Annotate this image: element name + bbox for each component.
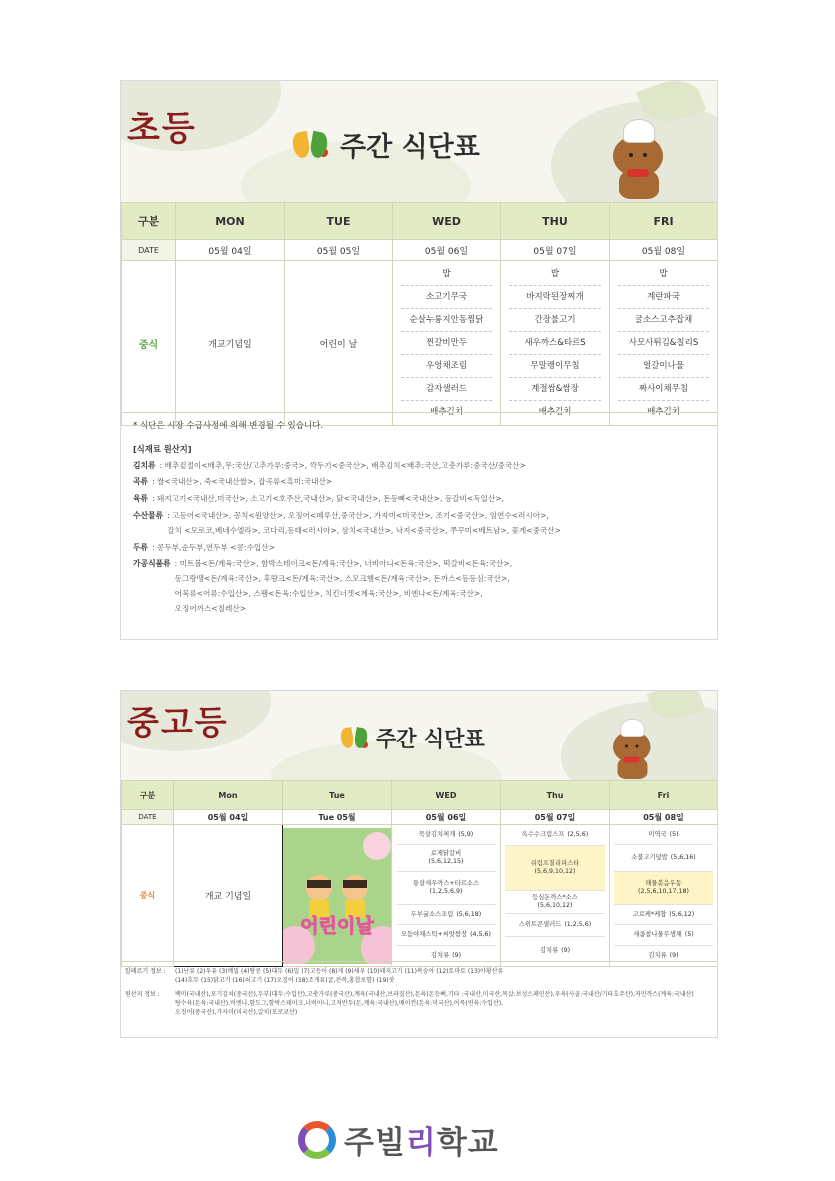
menu-item-name: 옥수수크림스프 xyxy=(521,831,565,838)
menu-item xyxy=(614,925,713,946)
date-tue: Tue 05월 xyxy=(283,810,392,825)
menu-item: 배추김치 xyxy=(430,407,463,417)
chef-bear-icon xyxy=(613,119,669,199)
menu-item-name: 등심돈까스*소스 xyxy=(532,893,578,901)
menu-item: 배추김치 xyxy=(647,407,680,417)
allergy-codes: (4,5,6) xyxy=(470,931,492,938)
page-title: 주간 식단표 xyxy=(376,727,485,751)
mon-cell: 개교 기념일 xyxy=(174,825,283,967)
allergy-codes: (5,6,16) xyxy=(670,854,696,861)
allergy-label: 알레르기 정보 : xyxy=(125,968,166,975)
day-header-thu: THU xyxy=(501,203,610,240)
allergy-codes: (9) xyxy=(452,952,462,959)
secondary-menu-table xyxy=(121,780,718,967)
thu-menu-list xyxy=(501,261,609,425)
school-name xyxy=(344,1117,499,1162)
menu-item-name: 쉬림프칠리파스타 xyxy=(530,859,580,867)
page-title: 주간 식단표 xyxy=(340,132,480,163)
day-header-thu: Thu xyxy=(501,781,610,810)
menu-item: 바지락된장찌개 xyxy=(509,286,601,309)
date-wed: 05월 06일 xyxy=(393,240,501,261)
meal-label: 중식 xyxy=(122,261,176,426)
origin-category: 육류 xyxy=(133,494,149,504)
origin-label: 원산지 정보 : xyxy=(125,991,160,998)
date-fri: 05월 08일 xyxy=(610,810,718,825)
allergy-codes: (5) xyxy=(669,830,679,838)
allergy-codes: (5) xyxy=(684,931,694,938)
origin-category: 두류 xyxy=(133,542,149,552)
date-thu: 05월 07일 xyxy=(501,240,610,261)
secondary-menu-panel xyxy=(120,690,718,1038)
school-name-part2: 리 xyxy=(405,1125,437,1161)
menu-item: 간장불고기 xyxy=(509,309,601,332)
menu-item xyxy=(614,825,713,845)
day-header-wed: WED xyxy=(392,781,501,810)
thu-menu-list xyxy=(501,826,609,966)
allergy-codes: (2,5,6) xyxy=(567,831,589,838)
header-category: 구분 xyxy=(122,203,176,240)
menu-item: 감자샐러드 xyxy=(401,378,492,401)
allergy-codes: (1,2,5,6) xyxy=(564,920,592,928)
menu-item-name: 묵살김치찌개 xyxy=(418,830,456,838)
poster-text: 어린이날 xyxy=(300,914,374,937)
menu-item-name: 고로케*케찹 xyxy=(632,910,667,918)
origin-row xyxy=(133,541,705,556)
origin-info xyxy=(125,990,713,1017)
secondary-tag: 중고등 xyxy=(127,703,229,742)
menu-item-name: 로제닭갈비 xyxy=(430,850,462,857)
thu-cell xyxy=(501,261,610,426)
menu-item: 찐갈비만두 xyxy=(401,332,492,355)
menu-item xyxy=(505,846,605,891)
menu-item-name: 해물볶음우동 xyxy=(645,880,682,887)
meal-label: 중식 xyxy=(122,825,174,967)
fri-menu-list xyxy=(610,261,717,425)
header-category: 구분 xyxy=(122,781,174,810)
secondary-banner xyxy=(121,691,717,780)
origin-detail: : 고등어<국내산>, 꽁치<원양산>, 오징어<페루산,중국산>, 가자미<미국산>, 조기<중국산>, 임연수<러시아>, 갈치 <모로코,베네수엘라>, 코다리,동태<러시아>, 삼치<국내산>, 낙지<중국산>, 쭈꾸미<베트남>, 꽃게<중국산> xyxy=(167,510,561,535)
menu-item: 소고기무국 xyxy=(401,286,492,309)
day-header-mon: Mon xyxy=(174,781,283,810)
menu-item xyxy=(505,826,605,846)
origin-category: 김치류 xyxy=(133,460,156,470)
wed-menu-list xyxy=(392,825,500,966)
origin-notes xyxy=(121,412,717,625)
fri-cell xyxy=(610,261,718,426)
school-name-part1: 주빌 xyxy=(344,1125,406,1161)
origin-row xyxy=(133,475,705,490)
day-header-fri: FRI xyxy=(610,203,718,240)
origin-category: 가공식품류 xyxy=(133,559,171,569)
allergy-codes: (5,6,9,10,12) xyxy=(534,867,576,875)
menu-item xyxy=(614,872,713,905)
menu-item-name: 스위트콘샐러드 xyxy=(518,920,562,928)
allergy-codes: (5,6,10,12) xyxy=(537,901,573,909)
menu-item: 계절쌈&쌈장 xyxy=(509,378,601,401)
menu-item xyxy=(396,905,496,925)
allergy-codes: (9) xyxy=(669,952,679,959)
origin-detail: : 미트볼<돈/계육:국산>, 함박스테이크<돈/계육:국산>, 너비아니<돈육:국산>, 떡갈비<돈육:국산>, 동그랑땡<돈/계육:국산>, 후랑크<돈/계육:국산>, 스모크햄<돈/계육:국산>, 돈까스<등등심:국산>, 어묵류<어류:수입산>, 스팸<돈육:수입산>, 치킨너겟<계육:국산>, 비엔나<돈/계육:국산>, 오징어까스<칠레산> xyxy=(174,559,513,613)
allergy-codes: (1,2,5,6,9) xyxy=(429,888,463,895)
origin-detail: : 배추겉절이<배추,무:국산/고추가루:중국>, 깍두기<중국산>, 배추김치<배추:국산,고춧가루:중국산/중국산> xyxy=(159,460,527,470)
origin-text: 백미(국내산),포기김치(중국산),두부(대두:수입산),고춧가루(중국산),계육(국내산,브라질산),돈육(돈등뼈,기타 :국내산,미국산,목살:보성스페인산),우육(사골:국내산/기타호주산),저민까스(계육:국내산) 탕수육(돈육:국내산),비엔나,함도그,함박스테이크,너비아니,고저반두(돈,계육:국내산),베이컨(돈육:미국산),어묵(연육:수입산), 오징어(중국산),가자미(미국산),갈치(모로코산) xyxy=(175,991,694,1016)
wed-cell xyxy=(393,261,501,426)
wed-menu-list xyxy=(393,261,500,425)
allergy-codes: (5,6,12) xyxy=(669,910,695,918)
origin-row xyxy=(133,492,705,507)
chef-bear-icon xyxy=(613,719,655,764)
origin-detail: : 콩두부,순두부,연두부 <콩:수입산> xyxy=(152,542,275,552)
menu-item-name: 김치류 xyxy=(648,952,667,959)
date-label: DATE xyxy=(122,810,174,825)
menu-item: 우엉채조림 xyxy=(401,355,492,378)
menu-item xyxy=(396,825,496,845)
menu-item: 짜사이채무침 xyxy=(618,378,709,401)
title-logo xyxy=(293,125,480,164)
elementary-menu-panel xyxy=(120,80,718,640)
allergy-codes: (5,6,12,15) xyxy=(428,858,464,865)
allergy-codes: (2,5,6,10,17,18) xyxy=(638,888,689,895)
title-logo xyxy=(341,723,485,753)
school-logo xyxy=(298,1117,499,1162)
school-ring-icon xyxy=(298,1121,336,1159)
menu-item-name: 미역국 xyxy=(648,830,667,838)
origin-detail: : 돼지고기<국내산,미국산>, 소고기<호주산,국내산>, 닭<국내산>, 돈등뼈<국내산>, 등갈비<독일산>, xyxy=(152,494,504,504)
origin-row xyxy=(133,459,705,474)
menu-item xyxy=(505,891,605,914)
menu-item xyxy=(396,845,496,872)
menu-item: 밥 xyxy=(618,263,709,286)
menu-item-name: 두부굴소스조림 xyxy=(410,910,454,918)
origin-row xyxy=(133,557,705,616)
menu-item xyxy=(614,845,713,872)
menu-item-name: 소불고기덮밥 xyxy=(631,854,668,861)
menu-item-name: 김치류 xyxy=(430,952,450,959)
orange-leaf-icon xyxy=(339,727,354,749)
menu-item: 밥 xyxy=(401,263,492,286)
origin-row xyxy=(133,509,705,539)
allergy-info xyxy=(125,967,713,985)
tue-cell: 어린이 날 xyxy=(285,261,393,426)
menu-item-name: 모둠야채스틱+씨앗쌈장 xyxy=(400,931,468,938)
menu-item: 무말랭이무침 xyxy=(509,355,601,378)
menu-item: 배추김치 xyxy=(538,407,572,417)
secondary-info xyxy=(121,961,717,1027)
elementary-menu-table xyxy=(121,202,718,426)
school-name-part3: 학교 xyxy=(436,1125,499,1161)
wed-cell xyxy=(392,825,501,967)
origin-detail: : 쌀<국내산>, 죽<국내산쌀>, 잡곡류<흑미:국내산> xyxy=(152,477,333,487)
menu-item xyxy=(614,905,713,925)
menu-item-name: 김치류 xyxy=(539,947,559,954)
allergy-codes: (5,9) xyxy=(458,830,474,838)
menu-item xyxy=(396,872,496,905)
menu-item: 계란파국 xyxy=(618,286,709,309)
mon-cell: 개교기념일 xyxy=(176,261,285,426)
date-wed: 05월 06일 xyxy=(392,810,501,825)
fri-cell xyxy=(610,825,718,967)
menu-item: 순살누룽지안동찜닭 xyxy=(401,309,492,332)
menu-change-notice: * 식단은 시장 수급사정에 의해 변경될 수 있습니다. xyxy=(133,421,324,431)
date-thu: 05월 07일 xyxy=(501,810,610,825)
day-header-mon: MON xyxy=(176,203,285,240)
menu-item: 굴소스고추잡채 xyxy=(618,309,709,332)
thu-cell xyxy=(501,825,610,967)
date-mon: 05월 04일 xyxy=(174,810,283,825)
date-mon: 05월 04일 xyxy=(176,240,285,261)
origin-category: 곡류 xyxy=(133,477,149,487)
menu-item xyxy=(396,925,496,946)
allergy-text: (1)난류 (2)우유 (3)메밀 (4)땅콩 (5)대두 (6)밀 (7)고등어 (8)게 (9)새우 (10)돼지고기 (11)복숭아 (12)토마토 (13)아황산류 (14)호두 (15)닭고기 (16)쇠고기 (17)오징어 (18)조개류(굴,전복,홍합포함) (19)잣 xyxy=(175,968,504,984)
fri-menu-list xyxy=(610,825,717,966)
elementary-tag: 초등 xyxy=(127,109,197,149)
allergy-codes: (9) xyxy=(561,947,571,954)
day-header-tue: TUE xyxy=(285,203,393,240)
date-fri: 05월 08일 xyxy=(610,240,718,261)
menu-item: 새우까스&타르S xyxy=(509,332,601,355)
menu-item: 밥 xyxy=(509,263,601,286)
allergy-codes: (5,6,18) xyxy=(456,910,482,918)
day-header-fri: Fri xyxy=(610,781,718,810)
date-tue: 05월 05일 xyxy=(285,240,393,261)
origin-heading: [식재료 원산지] xyxy=(133,443,192,454)
origin-category: 수산물류 xyxy=(133,510,164,520)
menu-item: 얼갈이나물 xyxy=(618,355,709,378)
menu-item-name: 통살새우까스+타르소스 xyxy=(412,880,480,887)
date-label: DATE xyxy=(122,240,176,261)
day-header-tue: Tue xyxy=(283,781,392,810)
day-header-wed: WED xyxy=(393,203,501,240)
menu-item: 사모사튀김&칠리S xyxy=(618,332,709,355)
tue-cell xyxy=(283,825,392,967)
orange-leaf-icon xyxy=(291,130,311,158)
menu-item xyxy=(505,914,605,937)
childrens-day-poster xyxy=(283,828,391,964)
elementary-banner xyxy=(121,81,717,202)
menu-item-name: 새콤참나물무생채 xyxy=(633,931,682,938)
origin-list xyxy=(133,459,705,617)
